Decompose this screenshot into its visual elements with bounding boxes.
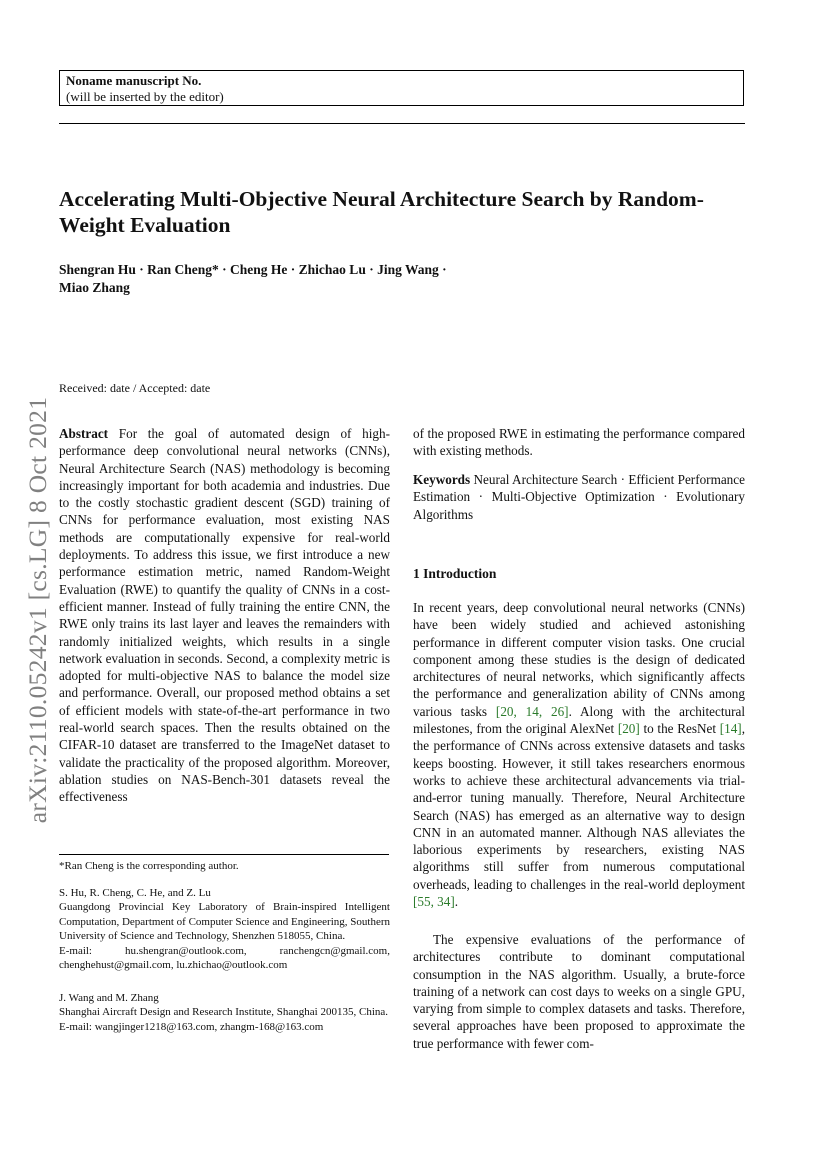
author-line-2: Miao Zhang [59, 280, 130, 295]
received-date: Received: date / Accepted: date [59, 381, 211, 395]
manuscript-number: Noname manuscript No. [66, 73, 202, 88]
abstract-label: Abstract [59, 426, 109, 441]
keywords-label: Keywords [413, 472, 471, 487]
citation-link[interactable]: [20, 14, 26] [495, 703, 569, 719]
affiliation-2-address: Shanghai Aircraft Design and Research Institute, Shanghai 200135, China. [59, 1006, 389, 1019]
intro-paragraph-2: The expensive evaluations of the performance of architectures contribute to dominant computational consumption in the NAS algorithm. Usually, a brute-force training of a network can cost days to weeks on a single GPU, varying from simple to complex datasets and tasks. Therefore, several approaches have been proposed to approximate the true performance with fewer com- [413, 932, 745, 1051]
abstract-text: For the goal of automated design of high-performance deep convolutional neural networks (CNNs), Neural Architecture Search (NAS) methodology is becoming increasingly important for both academia and industries. Due to the costly stochastic gradient descent (SGD) training of CNNs for performance evaluation, most existing NAS methods are computationally expensive for real-world deployments. To address this issue, we first introduce a new performance estimation metric, named Random-Weight Evaluation (RWE) to quantify the quality of CNNs in a cost-efficient manner. Instead of fully training the entire CNN, the RWE only trains its last layer and leaves the remainders with randomly initialized weights, which results in a single network evaluation in seconds. Second, a complexity metric is adopted for multi-objective NAS to balance the model size and performance. Overall, our proposed method obtains a set of efficient models with state-of-the-art performance in two real-world search spaces. Then the results obtained on the CIFAR-10 dataset are transferred to the ImageNet dataset to validate the practicality of the proposed algorithm. Moreover, ablation studies on NAS-Bench-301 datasets reveal the effectiveness [59, 426, 390, 805]
citation-link[interactable]: [20] [617, 721, 640, 737]
abstract-continued: of the proposed RWE in estimating the performance compared with existing methods. [413, 426, 745, 459]
editor-note: (will be inserted by the editor) [66, 89, 224, 104]
affiliation-2-names: J. Wang and M. Zhang [59, 992, 159, 1004]
affiliation-2-email: E-mail: wangjinger1218@163.com, zhangm-168@163.com [59, 1020, 324, 1033]
author-list [59, 261, 619, 297]
affiliation-1-address: Guangdong Provincial Key Laboratory of Brain-inspired Intelligent Computation, Department of Computer Science and Engineering, Southern University of Science and Technology, Shenzhen 518055, China. [59, 901, 390, 943]
header-rule [59, 123, 745, 124]
corresponding-author-note: *Ran Cheng is the corresponding author. [59, 860, 239, 872]
intro-p1-text-d: , the performance of CNNs across extensive datasets and tasks keeps boosting. However, it still takes researchers enormous works to achieve these architectural advancements via trial-and-error tuning manually. Therefore, Neural Architecture Search (NAS) has emerged as an alternative way to design CNN in an automated manner. Although NAS alleviates the laborious experiments by researchers, existing NAS algorithms still suffer from numerous computational overheads, leading to challenges in the real-world deployment [413, 721, 745, 892]
arxiv-stamp-text: arXiv:2110.05242v1 [cs.LG] 8 Oct 2021 [23, 396, 52, 824]
affiliation-1 [59, 886, 390, 972]
editor-header-box [59, 70, 744, 106]
citation-link[interactable]: [55, 34] [413, 894, 455, 910]
section-heading-introduction: 1 Introduction [413, 566, 497, 581]
author-line-1: Shengran Hu · Ran Cheng* · Cheng He · Zhichao Lu · Jing Wang · [59, 262, 447, 277]
arxiv-stamp [12, 375, 64, 845]
affiliation-2 [59, 991, 390, 1034]
affiliation-1-email: E-mail: hu.shengran@outlook.com, ranchengcn@gmail.com, chenghehust@gmail.com, lu.zhichao@outlook.com [59, 944, 390, 972]
paper-title: Accelerating Multi-Objective Neural Architecture Search by Random-Weight Evaluation [59, 187, 704, 237]
intro-p1-text-c: to the ResNet [639, 721, 720, 737]
intro-paragraph-1 [413, 599, 745, 910]
citation-link[interactable]: [14] [719, 721, 742, 737]
affiliation-1-names: S. Hu, R. Cheng, C. He, and Z. Lu [59, 887, 211, 899]
abstract-left [59, 425, 390, 806]
keywords [413, 471, 745, 523]
intro-p1-text-a: In recent years, deep convolutional neural networks (CNNs) have been widely studied and achieved astonishing performance in different computer vision tasks. One crucial component among these studies is the design of dedicated architectures of neural networks, which significantly affects the performance and generalization ability of CNNs among various tasks [413, 600, 745, 719]
intro-p1-text-b: . Along with the architectural milestones, from the original AlexNet [413, 703, 745, 737]
keywords-text: Neural Architecture Search · Efficient Performance Estimation · Multi-Objective Optimization · Evolutionary Algorithms [413, 472, 745, 522]
footnote-rule [59, 854, 389, 855]
intro-p1-text-e: . [454, 894, 459, 910]
